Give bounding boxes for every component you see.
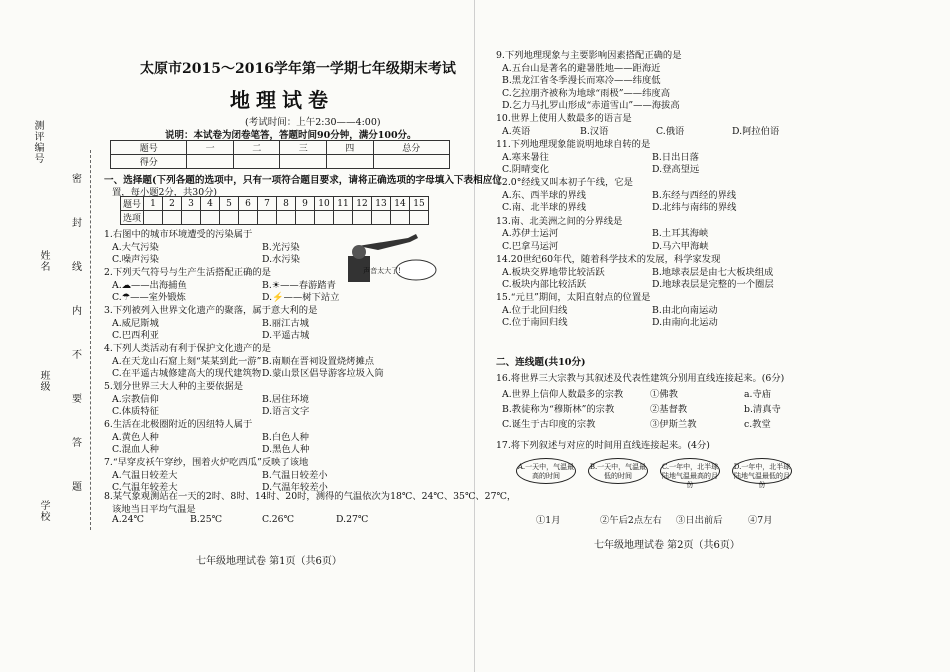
score-table [110, 140, 450, 169]
q17-time[interactable]: ④7月 [748, 515, 773, 526]
q16-statement[interactable]: B.教徒称为“穆斯林”的宗教 [502, 404, 615, 415]
q16-religion[interactable]: ①佛教 [650, 389, 678, 400]
q8-cont: 该地当日平均气温是 [112, 504, 196, 515]
question-text: 15.“元旦”期间，太阳直射点的位置是 [496, 292, 651, 304]
answer-option[interactable]: C.噪声污染 [112, 254, 159, 265]
score-row-label: 得分 [111, 155, 187, 169]
answer-option[interactable]: D.地球表层是完整的一个圈层 [652, 279, 774, 290]
answer-option[interactable]: B.☀——春游踏青 [262, 279, 336, 291]
question-text: 9.下列地理现象与主要影响因素搭配正确的是 [496, 50, 682, 61]
score-header: 一 [187, 141, 234, 155]
q17-oval[interactable]: A.一天中，气温最高的时间 [516, 458, 576, 484]
q17-time[interactable]: ②午后2点左右 [600, 515, 662, 526]
answer-cell[interactable] [182, 211, 201, 225]
score-header: 题号 [111, 141, 187, 155]
answer-option[interactable]: A.东、西半球的界线 [502, 189, 587, 201]
answer-grid-number: 14 [391, 197, 410, 211]
answer-grid-label: 题号 [121, 197, 144, 211]
score-header: 三 [280, 141, 327, 155]
answer-option[interactable]: B.日出日落 [652, 151, 699, 163]
answer-cell[interactable] [296, 211, 315, 225]
answer-option[interactable]: B.丽江古城 [262, 317, 309, 329]
answer-option[interactable]: B.南顺在晋祠设置烧烤摊点 [262, 355, 375, 367]
question-text: 12.0°经线又叫本初子午线，它是 [496, 177, 633, 189]
right-footer: 七年级地理试卷 第2页（共6页） [594, 540, 740, 551]
answer-option[interactable]: A.大气污染 [112, 241, 159, 253]
answer-option[interactable]: C.巴拿马运河 [502, 240, 559, 252]
answer-option[interactable]: D.由南向北运动 [652, 317, 718, 329]
q16-religion[interactable]: ③伊斯兰教 [650, 419, 697, 430]
answer-option[interactable]: A.五台山是著名的避暑胜地——距海近 [502, 62, 661, 74]
answer-cell[interactable] [372, 211, 391, 225]
answer-option[interactable]: D.⚡——树下站立 [262, 292, 340, 303]
answer-grid-number: 6 [239, 197, 258, 211]
q16-statement[interactable]: A.世界上信仰人数最多的宗教 [502, 389, 624, 400]
seal-dashed-line [90, 150, 91, 530]
answer-option[interactable]: D.平遥古城 [262, 330, 310, 341]
answer-grid-number: 4 [201, 197, 220, 211]
answer-cell[interactable] [220, 211, 239, 225]
answer-grid-number: 5 [220, 197, 239, 211]
q8-option[interactable]: B.25℃ [190, 514, 223, 525]
q17-time[interactable]: ③日出前后 [676, 515, 723, 526]
section1-cont: 置，每小题2分，共30分) [112, 187, 218, 198]
answer-option[interactable]: D.水污染 [262, 254, 300, 265]
answer-option[interactable]: A.在天龙山石窟上刻“某某到此一游” [112, 355, 262, 367]
left-footer: 七年级地理试卷 第1页（共6页） [196, 556, 342, 567]
exam-title: 太原市2015～2016学年第一学期七年级期末考试 [140, 61, 456, 77]
answer-option[interactable]: B.白色人种 [262, 431, 309, 443]
q16-statement[interactable]: C.诞生于古印度的宗教 [502, 419, 596, 430]
answer-option[interactable]: A.寒来暑往 [502, 151, 549, 163]
answer-option[interactable]: B.东经与西经的界线 [652, 189, 737, 201]
answer-option[interactable]: C.阴晴变化 [502, 164, 549, 176]
answer-option[interactable]: C.气温年较差大 [112, 482, 178, 493]
score-header: 四 [327, 141, 374, 155]
answer-option[interactable]: C.巴西利亚 [112, 330, 159, 341]
answer-option[interactable]: D.阿拉伯语 [732, 125, 780, 137]
answer-option[interactable]: A.板块交界地带比较活跃 [502, 266, 605, 278]
score-cell[interactable] [233, 155, 280, 169]
answer-option[interactable]: D.气温年较差小 [262, 482, 328, 493]
subject-title: 地理试卷 [230, 88, 334, 112]
question-text: 13.南、北美洲之间的分界线是 [496, 215, 623, 227]
answer-option[interactable]: A.宗教信仰 [112, 393, 159, 405]
answer-option[interactable]: D.马六甲海峡 [652, 240, 709, 252]
question-text: 5.划分世界三大人种的主要依据是 [104, 381, 244, 392]
q8-option[interactable]: D.27℃ [336, 514, 369, 525]
answer-cell[interactable] [353, 211, 372, 225]
answer-cell[interactable] [334, 211, 353, 225]
q8-text: 8.某气象观测站在一天的2时、8时、14时、20时，测得的气温依次为18℃、24℃、35℃、27℃， [104, 491, 517, 502]
score-cell[interactable] [373, 155, 449, 169]
answer-option[interactable]: B.黑龙江省冬季漫长而寒冷——纬度低 [502, 75, 661, 86]
answer-grid-label: 选项 [121, 211, 144, 225]
answer-cell[interactable] [391, 211, 410, 225]
seal-char: 题 [72, 482, 82, 493]
q17-oval[interactable]: D.一年中，北半球陆地气温最低的月份 [732, 458, 792, 484]
answer-option[interactable]: A.位于北回归线 [502, 304, 568, 316]
answer-grid-number: 11 [334, 197, 353, 211]
answer-cell[interactable] [201, 211, 220, 225]
answer-cell[interactable] [315, 211, 334, 225]
question-text: 1.右图中的城市环境遭受的污染属于 [104, 229, 253, 240]
answer-option[interactable]: C.在平遥古城修建高大的现代建筑物 [112, 368, 262, 379]
score-header: 二 [233, 141, 280, 155]
answer-cell[interactable] [258, 211, 277, 225]
answer-option[interactable]: C.位于南回归线 [502, 317, 568, 329]
answer-option[interactable]: C.俄语 [656, 125, 685, 137]
answer-grid-number: 1 [144, 197, 163, 211]
seal-char: 要 [72, 394, 82, 405]
page-fold-line [474, 0, 475, 672]
answer-option[interactable]: C.☂——室外锻炼 [112, 292, 186, 303]
score-cell[interactable] [327, 155, 374, 169]
answer-grid-number: 2 [163, 197, 182, 211]
answer-option[interactable]: A.威尼斯城 [112, 317, 159, 329]
question-text: 7.“早穿皮袄午穿纱，围着火炉吃西瓜”反映了该地 [104, 457, 309, 468]
answer-option[interactable]: C.南、北半球的界线 [502, 202, 587, 214]
q8-option[interactable]: C.26℃ [262, 514, 294, 525]
score-cell[interactable] [280, 155, 327, 169]
seal-char: 密 [72, 174, 82, 185]
seal-char: 内 [72, 306, 82, 317]
question-text: 4.下列人类活动有利于保护文化遗产的是 [104, 343, 271, 354]
answer-option[interactable]: D.蒙山景区倡导游客垃圾入筒 [262, 368, 384, 379]
answer-grid-number: 3 [182, 197, 201, 211]
answer-grid-number: 10 [315, 197, 334, 211]
q16-religion[interactable]: ②基督教 [650, 404, 688, 415]
q16-building[interactable]: c.教堂 [744, 419, 771, 430]
answer-grid-number: 7 [258, 197, 277, 211]
answer-cell[interactable] [144, 211, 163, 225]
score-cell[interactable] [187, 155, 234, 169]
q16-building[interactable]: a.寺庙 [744, 389, 772, 400]
answer-option[interactable]: B.光污染 [262, 241, 300, 253]
seal-char: 答 [72, 438, 82, 449]
answer-cell[interactable] [277, 211, 296, 225]
cartoon-caption: 声音太大了! [363, 267, 401, 275]
serial-number-label: 测评编号 [32, 120, 43, 164]
q16-building[interactable]: b.清真寺 [744, 404, 781, 415]
q17-time[interactable]: ①1月 [536, 515, 561, 526]
answer-option[interactable]: B.由北向南运动 [652, 304, 718, 316]
answer-option[interactable]: B.地球表层是由七大板块组成 [652, 266, 774, 278]
answer-option[interactable]: D.登高望远 [652, 164, 700, 176]
q17-oval[interactable]: C.一年中，北半球陆地气温最高的月份 [660, 458, 720, 484]
q16-text: 16.将世界三大宗教与其叙述及代表性建筑分别用直线连接起来。(6分) [496, 373, 785, 384]
q17-oval[interactable]: B.一天中，气温最低的时间 [588, 458, 648, 484]
answer-grid-number: 13 [372, 197, 391, 211]
instructions: 说明：本试卷为闭卷笔答，答题时间90分钟，满分100分。 [165, 130, 417, 141]
answer-option[interactable]: A.苏伊士运河 [502, 228, 559, 240]
answer-option[interactable]: A.黄色人种 [112, 431, 159, 443]
answer-option[interactable]: A.英语 [502, 125, 531, 137]
answer-option[interactable]: A.气温日较差大 [112, 469, 178, 481]
section2-title: 二、连线题(共10分) [496, 357, 586, 368]
class-label: 班级 [38, 370, 49, 392]
answer-grid [120, 196, 429, 225]
answer-option[interactable]: C.乞拉朋齐被称为地球“雨极”——纬度高 [502, 87, 670, 99]
answer-option[interactable]: C.混血人种 [112, 444, 159, 455]
answer-option[interactable]: B.居住环境 [262, 393, 309, 405]
q8-option[interactable]: A.24℃ [112, 514, 144, 525]
answer-option[interactable]: D.语言文字 [262, 406, 310, 417]
seal-char: 不 [72, 350, 82, 361]
exam-time: (考试时间：上午2:30——4:00) [245, 117, 381, 128]
section1-title: 一、选择题(下列各题的选项中，只有一项符合题目要求，请将正确选项的字母填入下表相应位 [104, 175, 502, 186]
answer-option[interactable]: C.板块内部比较活跃 [502, 279, 587, 290]
answer-option[interactable]: A.☁——出海捕鱼 [112, 279, 187, 291]
answer-grid-number: 12 [353, 197, 372, 211]
question-text: 6.生活在北极圈附近的因纽特人属于 [104, 419, 253, 430]
answer-cell[interactable] [239, 211, 258, 225]
score-header: 总分 [373, 141, 449, 155]
answer-option[interactable]: B.土耳其海峡 [652, 228, 709, 240]
question-text: 10.世界上使用人数最多的语言是 [496, 113, 632, 125]
answer-option[interactable]: D.乞力马扎罗山形成“赤道雪山”——海拔高 [502, 100, 680, 111]
question-text: 11.下列地理现象能说明地球自转的是 [496, 139, 651, 151]
answer-option[interactable]: B.汉语 [580, 125, 609, 137]
seal-char: 线 [72, 262, 82, 273]
school-label: 学校 [38, 500, 49, 522]
answer-option[interactable]: B.气温日较差小 [262, 469, 328, 481]
answer-grid-number: 9 [296, 197, 315, 211]
answer-cell[interactable] [163, 211, 182, 225]
answer-option[interactable]: C.体质特征 [112, 406, 159, 417]
answer-grid-number: 15 [410, 197, 429, 211]
question-text: 14.20世纪60年代，随着科学技术的发展，科学家发现 [496, 254, 721, 265]
answer-grid-number: 8 [277, 197, 296, 211]
answer-cell[interactable] [410, 211, 429, 225]
question-text: 3.下列被列入世界文化遗产的聚落，属于意大利的是 [104, 305, 318, 316]
q17-text: 17.将下列叙述与对应的时间用直线连接起来。(4分) [496, 440, 710, 451]
answer-option[interactable]: D.北纬与南纬的界线 [652, 202, 737, 214]
question-text: 2.下列天气符号与生产生活搭配正确的是 [104, 267, 271, 278]
answer-option[interactable]: D.黑色人种 [262, 444, 310, 455]
seal-char: 封 [72, 218, 82, 229]
name-label: 姓名 [38, 250, 49, 272]
